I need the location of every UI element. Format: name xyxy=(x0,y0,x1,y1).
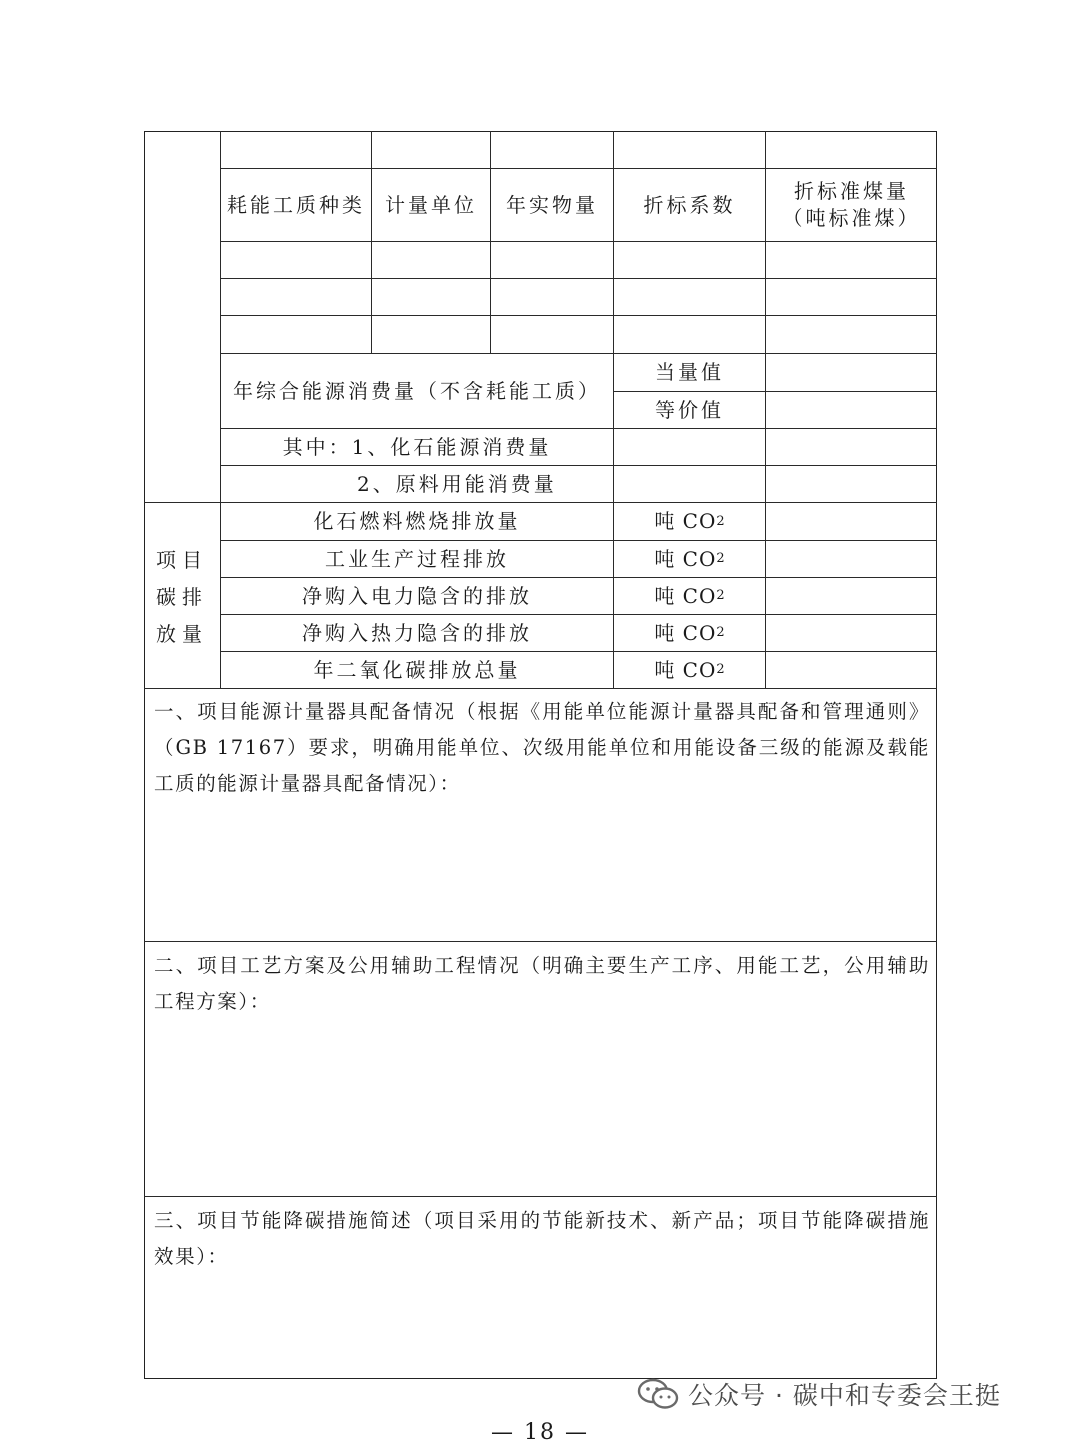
carbon-row-unit xyxy=(614,615,765,651)
table-rule xyxy=(144,941,937,942)
carbon-row-unit xyxy=(614,541,765,577)
equal-price-label: 等价值 xyxy=(655,397,724,422)
unit-text: 吨 CO xyxy=(654,509,717,533)
header-standard-coal-line1: 折标准煤量 xyxy=(794,179,909,203)
carbon-emission-group-label xyxy=(145,542,219,653)
carbon-group-label-line: 碳排 xyxy=(156,585,208,609)
carbon-group-label-line: 项目 xyxy=(156,548,208,572)
unit-subscript: 2 xyxy=(716,662,725,678)
header-unit: 计量单位 xyxy=(385,192,477,217)
table-rule xyxy=(220,315,937,316)
watermark-text: 公众号 · 碳中和专委会王挺 xyxy=(688,1381,1001,1410)
carbon-group-label-line: 放量 xyxy=(156,622,208,646)
header-annual-physical: 年实物量 xyxy=(506,192,598,217)
table-rule xyxy=(490,131,491,353)
carbon-row-unit xyxy=(614,652,765,688)
section-energy-saving-measures: 三、项目节能降碳措施简述（项目采用的节能新技术、新产品；项目节能降碳措施效果）： xyxy=(154,1209,930,1268)
unit-text: 吨 CO xyxy=(654,620,717,645)
carbon-row-unit xyxy=(614,503,765,540)
page-number: — 18 — xyxy=(491,1420,589,1445)
feedstock-energy-label: 2、原料用能消费量 xyxy=(357,471,557,496)
carbon-row-label: 净购入电力隐含的排放 xyxy=(302,583,532,608)
equivalent-label: 当量值 xyxy=(655,360,724,384)
unit-subscript: 2 xyxy=(716,551,725,567)
table-rule xyxy=(220,278,937,279)
header-standard-coal xyxy=(766,169,937,241)
unit-subscript: 2 xyxy=(716,588,725,604)
header-standard-coal-line2: （吨标准煤） xyxy=(782,206,921,230)
table-rule xyxy=(220,241,937,242)
header-medium-type: 耗能工质种类 xyxy=(227,192,365,217)
annual-total-label: 年综合能源消费量（不含耗能工质） xyxy=(233,378,601,403)
table-rule xyxy=(371,131,372,353)
unit-subscript: 2 xyxy=(716,625,725,641)
section-process-plan: 二、项目工艺方案及公用辅助工程情况（明确主要生产工序、用能工艺，公用辅助工程方案）： xyxy=(154,954,930,1013)
header-coefficient: 折标系数 xyxy=(643,192,736,217)
table-rule xyxy=(144,1196,937,1197)
unit-text: 吨 CO xyxy=(654,583,717,608)
wechat-icon xyxy=(636,1376,680,1412)
fossil-energy-label: 其中：1、化石能源消费量 xyxy=(282,434,552,459)
unit-text: 吨 CO xyxy=(654,657,717,682)
wechat-watermark xyxy=(636,1376,1001,1412)
table-rule xyxy=(144,688,937,689)
unit-subscript: 2 xyxy=(716,513,725,529)
carbon-row-label: 净购入热力隐含的排放 xyxy=(302,620,532,645)
carbon-row-label: 工业生产过程排放 xyxy=(325,546,509,571)
section-metering-equipment: 一、项目能源计量器具配备情况（根据《用能单位能源计量器具配备和管理通则》（GB 17167）要求，明确用能单位、次级用能单位和用能设备三级的能源及载能工质的能源计量器具配备情况）： xyxy=(154,700,930,795)
carbon-row-unit xyxy=(614,578,765,614)
unit-text: 吨 CO xyxy=(654,546,717,571)
carbon-row-label: 年二氧化碳排放总量 xyxy=(313,657,521,682)
carbon-row-label: 化石燃料燃烧排放量 xyxy=(313,509,521,533)
